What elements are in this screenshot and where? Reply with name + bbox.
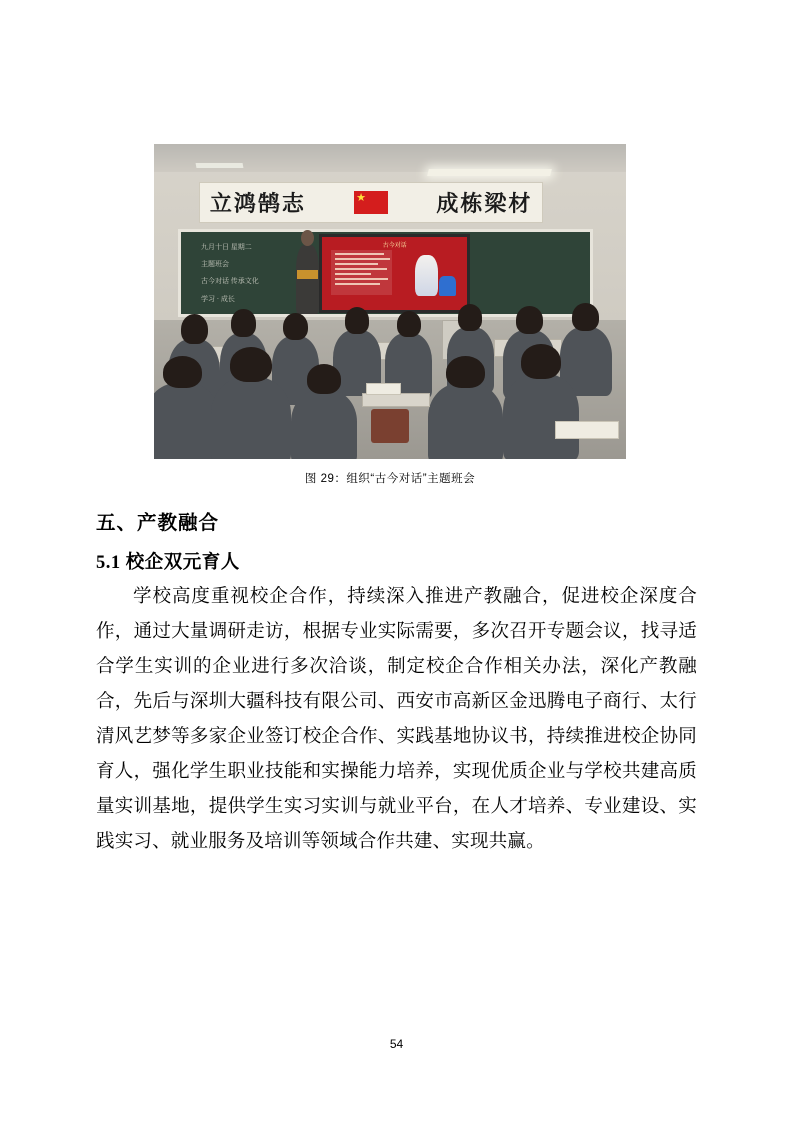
section-heading: 五、产教融合 bbox=[96, 513, 220, 534]
slogan-left-text: 立鸿鹄志 bbox=[209, 190, 306, 216]
notebook bbox=[366, 383, 401, 394]
page-content bbox=[96, 0, 697, 860]
screen-illustration bbox=[406, 251, 455, 296]
slogan-right-text: 成栋梁材 bbox=[436, 190, 533, 216]
classroom-ceiling bbox=[154, 144, 626, 172]
ceiling-light-icon bbox=[427, 169, 551, 176]
figure-block bbox=[154, 144, 626, 486]
student-figure bbox=[503, 374, 579, 459]
body-paragraph: 学校高度重视校企合作，持续深入推进产教融合，促进校企深度合作，通过大量调研走访，根据专业实际需要，多次召开专题会议，找寻适合学生实训的企业进行多次洽谈，制定校企合作相关办法，深化产教融合，先后与深圳大疆科技有限公司、西安市高新区金迅腾电子商行、太行清风艺梦等多家企业签订校企合作、实践基地协议书，持续推进校企协同育人，强化学生职业技能和实操能力培养，实现优质企业与学校共建高质量实训基地，提供学生实习实训与就业平台，在人才培养、专业建设、实践实习、就业服务及培训等领域合作共建、实现共赢。 bbox=[96, 587, 697, 852]
subsection-heading: 5.1 校企双元育人 bbox=[96, 553, 240, 573]
china-flag-icon bbox=[354, 191, 388, 214]
projector-screen bbox=[319, 234, 470, 313]
backpack bbox=[371, 409, 409, 444]
classroom-slogan-banner bbox=[199, 182, 544, 223]
classroom-photo bbox=[154, 144, 626, 459]
figure-caption: 图 29：组织“古今对话”主题班会 bbox=[304, 473, 476, 485]
screen-text-block bbox=[331, 250, 392, 295]
chalk-line: 主题班会 bbox=[201, 260, 230, 269]
chalk-line: 九月十日 星期二 bbox=[201, 242, 252, 251]
open-book bbox=[555, 421, 618, 439]
ceiling-light-secondary-icon bbox=[196, 163, 244, 168]
screen-title-text: 古今对话 bbox=[382, 243, 407, 250]
chalk-line: 学习 · 成长 bbox=[201, 294, 235, 303]
teacher-belt bbox=[297, 270, 319, 279]
student-figure bbox=[428, 383, 504, 459]
page-number: 54 bbox=[389, 1037, 404, 1051]
student-figure bbox=[291, 390, 357, 459]
student-figure bbox=[211, 377, 291, 459]
chalk-line: 古今对话 传承文化 bbox=[201, 277, 259, 286]
student-desk bbox=[362, 393, 430, 408]
teacher-figure bbox=[296, 245, 320, 314]
